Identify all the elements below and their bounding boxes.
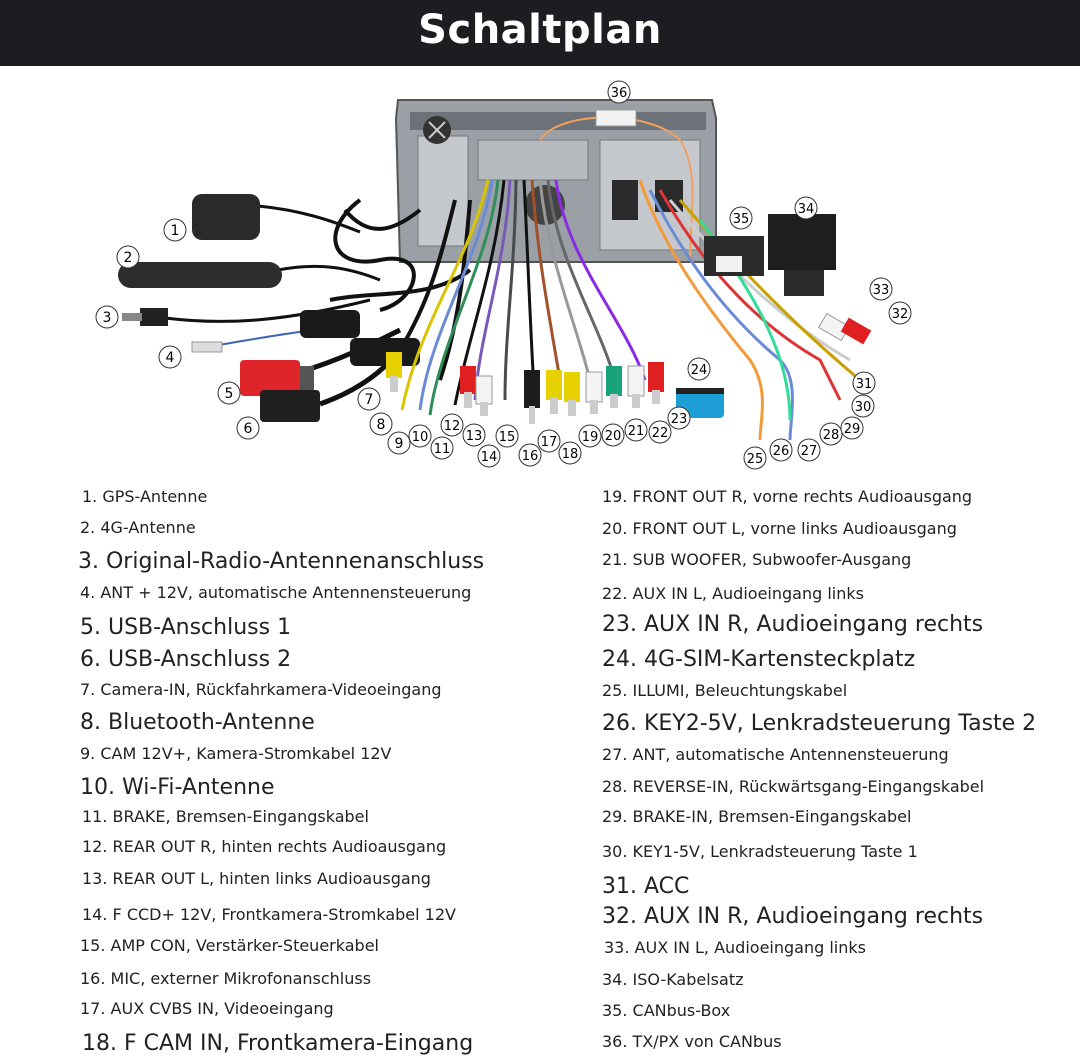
callout-label: 11 [433, 442, 451, 457]
legend-item: 3. Original-Radio-Antennenanschluss [78, 549, 485, 574]
legend-item: 12. REAR OUT R, hinten rechts Audioausgang [82, 837, 447, 856]
legend-item: 34. ISO-Kabelsatz [602, 970, 744, 989]
callout-label: 7 [364, 392, 374, 408]
callout-label: 23 [670, 412, 688, 427]
legend-item: 19. FRONT OUT R, vorne rechts Audioausgang [602, 487, 973, 506]
canbus-box [704, 236, 764, 276]
callout-label: 16 [521, 449, 539, 464]
callout-label: 15 [498, 430, 516, 445]
callout-label: 13 [465, 429, 483, 444]
callout-label: 21 [627, 424, 645, 439]
callout-label: 36 [610, 86, 628, 101]
iso-harness [768, 214, 836, 296]
legend-item: 14. F CCD+ 12V, Frontkamera-Stromkabel 12V [82, 905, 456, 924]
legend-item: 30. KEY1-5V, Lenkradsteuerung Taste 1 [602, 842, 918, 861]
legend-item: 22. AUX IN L, Audioeingang links [602, 584, 864, 603]
legend-item: 23. AUX IN R, Audioeingang rechts [602, 612, 984, 637]
legend-item: 16. MIC, externer Mikrofonanschluss [80, 969, 372, 988]
callout-label: 17 [540, 435, 558, 450]
legend-item: 20. FRONT OUT L, vorne links Audioausgang [602, 519, 957, 538]
legend-item: 7. Camera-IN, Rückfahrkamera-Videoeingang [80, 680, 442, 699]
callout-label: 5 [224, 386, 234, 402]
legend-item: 5. USB-Anschluss 1 [80, 615, 292, 640]
callout-label: 8 [376, 417, 386, 433]
callout-label: 6 [243, 421, 253, 437]
legend-item: 11. BRAKE, Bremsen-Eingangskabel [82, 807, 369, 826]
callout-label: 26 [772, 444, 790, 459]
callout-label: 28 [822, 428, 840, 443]
legend-item: 31. ACC [602, 874, 690, 899]
callout-label: 31 [855, 377, 873, 392]
callout-label: 10 [411, 430, 429, 445]
legend-item: 2. 4G-Antenne [80, 518, 196, 537]
legend-item: 33. AUX IN L, Audioeingang links [604, 938, 866, 957]
wiring-diagram-photo [0, 66, 1080, 476]
callout-label: 34 [797, 202, 815, 217]
title-bar [0, 0, 1080, 66]
legend-item: 28. REVERSE-IN, Rückwärtsgang-Eingangskabel [602, 777, 985, 796]
callout-label: 30 [854, 400, 872, 415]
legend-item: 32. AUX IN R, Audioeingang rechts [602, 904, 984, 929]
callout-label: 4 [165, 350, 175, 366]
callout-label: 2 [123, 250, 133, 266]
legend-item: 24. 4G-SIM-Kartensteckplatz [602, 647, 916, 672]
callout-label: 29 [843, 422, 861, 437]
callout-label: 25 [746, 452, 764, 467]
callout-label: 14 [480, 450, 498, 465]
page-title: Schaltplan [418, 7, 662, 53]
legend-item: 25. ILLUMI, Beleuchtungskabel [602, 681, 848, 700]
legend-item: 29. BRAKE-IN, Bremsen-Eingangskabel [602, 807, 912, 826]
callout-label: 35 [732, 212, 750, 227]
legend-item: 15. AMP CON, Verstärker-Steuerkabel [80, 936, 379, 955]
callout-label: 18 [561, 447, 579, 462]
callout-label: 22 [651, 426, 669, 441]
legend-item: 35. CANbus-Box [602, 1001, 731, 1020]
legend-item: 1. GPS-Antenne [82, 487, 208, 506]
legend-item: 36. TX/PX von CANbus [602, 1032, 782, 1051]
legend-item: 13. REAR OUT L, hinten links Audioausgang [82, 869, 431, 888]
callout-label: 1 [170, 223, 180, 239]
callout-label: 27 [800, 444, 818, 459]
legend-item: 27. ANT, automatische Antennensteuerung [602, 745, 949, 764]
4g-antenna [118, 262, 380, 288]
callout-label: 24 [690, 363, 708, 378]
legend-item: 10. Wi-Fi-Antenne [80, 775, 275, 800]
callout-label: 9 [394, 436, 404, 452]
callout-label: 19 [581, 430, 599, 445]
legend-item: 4. ANT + 12V, automatische Antennensteuerung [80, 583, 472, 602]
legend-item: 6. USB-Anschluss 2 [80, 647, 292, 672]
legend-item: 8. Bluetooth-Antenne [80, 710, 315, 735]
legend-item: 26. KEY2-5V, Lenkradsteuerung Taste 2 [602, 711, 1037, 736]
callout-label: 3 [102, 310, 112, 326]
legend-item: 9. CAM 12V+, Kamera-Stromkabel 12V [80, 744, 392, 763]
legend-item: 18. F CAM IN, Frontkamera-Eingang [82, 1031, 474, 1056]
callout-label: 32 [891, 307, 909, 322]
legend-item: 21. SUB WOOFER, Subwoofer-Ausgang [602, 550, 912, 569]
legend-item: 17. AUX CVBS IN, Videoeingang [80, 999, 334, 1018]
rca-plugs [386, 314, 871, 424]
callout-label: 33 [872, 283, 890, 298]
callout-label: 12 [443, 419, 461, 434]
callout-label: 20 [604, 429, 622, 444]
